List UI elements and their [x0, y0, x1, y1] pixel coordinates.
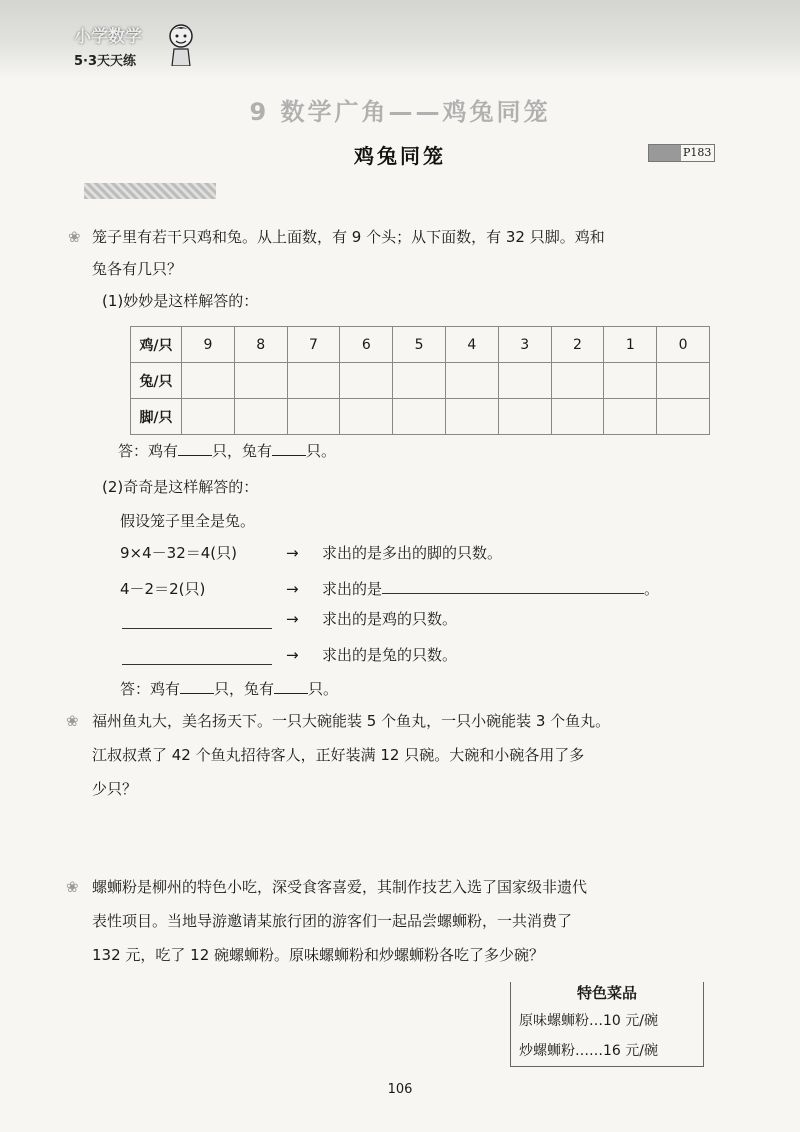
- brand-top-text: 小学数学: [74, 27, 142, 47]
- q1-answer1: [118, 436, 336, 466]
- page-number: 106: [387, 1082, 413, 1097]
- step-end-mark: 。: [644, 580, 660, 598]
- arrow-icon: →: [286, 646, 299, 664]
- arrow-icon: →: [286, 544, 299, 562]
- table-cell: 7: [287, 327, 340, 363]
- table-cell: 8: [234, 327, 287, 363]
- answer-text: 只，兔有: [214, 680, 275, 698]
- table-row-label: 脚/只: [131, 399, 182, 435]
- table-row: [131, 327, 710, 363]
- q3-line2: 表性项目。当地导游邀请某旅行团的游客们一起品尝螺蛳粉，一共消费了: [92, 912, 573, 930]
- answer-blank[interactable]: [382, 575, 644, 594]
- table-cell[interactable]: [287, 363, 340, 399]
- table-cell[interactable]: [498, 399, 551, 435]
- table-cell[interactable]: [182, 363, 235, 399]
- step-description: 求出的是兔的只数。: [322, 646, 458, 664]
- table-cell: 1: [604, 327, 657, 363]
- table-row-label: 鸡/只: [131, 327, 182, 363]
- table-cell: 0: [657, 327, 710, 363]
- q1-line2: 兔各有几只？: [92, 260, 183, 278]
- q3-line3: 132 元，吃了 12 碗螺蛳粉。原味螺蛳粉和炒螺蛳粉各吃了多少碗？: [92, 946, 545, 964]
- question-icon: ❀: [66, 878, 79, 896]
- arrow-icon: →: [286, 580, 299, 598]
- q1-assume: 假设笼子里全是兔。: [120, 512, 256, 530]
- q3-line1: 螺蛳粉是柳州的特色小吃，深受食客喜爱，其制作技艺入选了国家级非遗代: [92, 878, 588, 896]
- lesson-title: 鸡兔同笼: [354, 144, 446, 168]
- table-cell: 5: [393, 327, 446, 363]
- q1-part2-label: (2)奇奇是这样解答的：: [102, 478, 259, 496]
- step-description: [322, 574, 659, 604]
- step-description-text: 求出的是: [322, 580, 383, 598]
- table-row-label: 兔/只: [131, 363, 182, 399]
- answer-text: 只，兔有: [212, 442, 273, 460]
- question-icon: ❀: [66, 712, 79, 730]
- q2-line2: 江叔叔煮了 42 个鱼丸招待客人，正好装满 12 只碗。大碗和小碗各用了多: [92, 746, 585, 764]
- q1-answer2: [120, 674, 338, 704]
- table-cell[interactable]: [604, 399, 657, 435]
- table-cell: 2: [551, 327, 604, 363]
- table-cell[interactable]: [393, 399, 446, 435]
- specialty-menu-box: [510, 982, 704, 1067]
- section-bar: [84, 183, 216, 199]
- q2-line3: 少只？: [92, 780, 138, 798]
- table-cell[interactable]: [551, 399, 604, 435]
- table-cell[interactable]: [182, 399, 235, 435]
- table-cell[interactable]: [551, 363, 604, 399]
- table-cell: 4: [445, 327, 498, 363]
- answer-text: 只。: [306, 442, 337, 460]
- q1-line1: 笼子里有若干只鸡和兔。从上面数，有 9 个头；从下面数，有 32 只脚。鸡和: [92, 228, 605, 246]
- table-cell: 9: [182, 327, 235, 363]
- answer-text: 答：鸡有: [120, 680, 181, 698]
- table-row: [131, 399, 710, 435]
- menu-title: 特色菜品: [576, 984, 637, 1002]
- table-cell: 6: [340, 327, 393, 363]
- menu-item: 原味螺蛳粉…10 元/碗: [519, 1013, 658, 1029]
- answer-blank[interactable]: [178, 437, 212, 456]
- table-cell[interactable]: [657, 399, 710, 435]
- step-expression: 9×4－32＝4(只): [120, 544, 237, 562]
- answer-text: 答：鸡有: [118, 442, 179, 460]
- answer-blank[interactable]: [274, 675, 308, 694]
- table-cell[interactable]: [657, 363, 710, 399]
- table-cell[interactable]: [445, 363, 498, 399]
- table-cell[interactable]: [604, 363, 657, 399]
- expression-blank[interactable]: [122, 610, 272, 629]
- table-cell[interactable]: [393, 363, 446, 399]
- table-cell[interactable]: [498, 363, 551, 399]
- table-cell[interactable]: [234, 363, 287, 399]
- arrow-icon: →: [286, 610, 299, 628]
- mascot-icon: [166, 22, 196, 66]
- q1-part1-label: (1)妙妙是这样解答的：: [102, 292, 259, 310]
- chicken-rabbit-table: [130, 326, 710, 435]
- table-cell: 3: [498, 327, 551, 363]
- table-cell[interactable]: [287, 399, 340, 435]
- page-reference: P183: [648, 144, 715, 162]
- menu-item: 炒螺蛳粉……16 元/碗: [519, 1043, 658, 1059]
- question-icon: ❀: [68, 228, 81, 246]
- answer-text: 只。: [308, 680, 339, 698]
- answer-blank[interactable]: [180, 675, 214, 694]
- step-description: 求出的是鸡的只数。: [322, 610, 458, 628]
- table-cell[interactable]: [234, 399, 287, 435]
- step-description: 求出的是多出的脚的只数。: [322, 544, 503, 562]
- brand-sub-text: 5·3天天练: [74, 54, 137, 69]
- q2-line1: 福州鱼丸大，美名扬天下。一只大碗能装 5 个鱼丸，一只小碗能装 3 个鱼丸。: [92, 712, 611, 730]
- brand-logo: [70, 22, 188, 70]
- step-expression: 4－2＝2(只): [120, 580, 206, 598]
- expression-blank[interactable]: [122, 646, 272, 665]
- unit-title: 9 数学广角——鸡兔同笼: [249, 98, 551, 126]
- table-cell[interactable]: [340, 363, 393, 399]
- answer-blank[interactable]: [272, 437, 306, 456]
- table-cell[interactable]: [340, 399, 393, 435]
- table-row: [131, 363, 710, 399]
- table-cell[interactable]: [445, 399, 498, 435]
